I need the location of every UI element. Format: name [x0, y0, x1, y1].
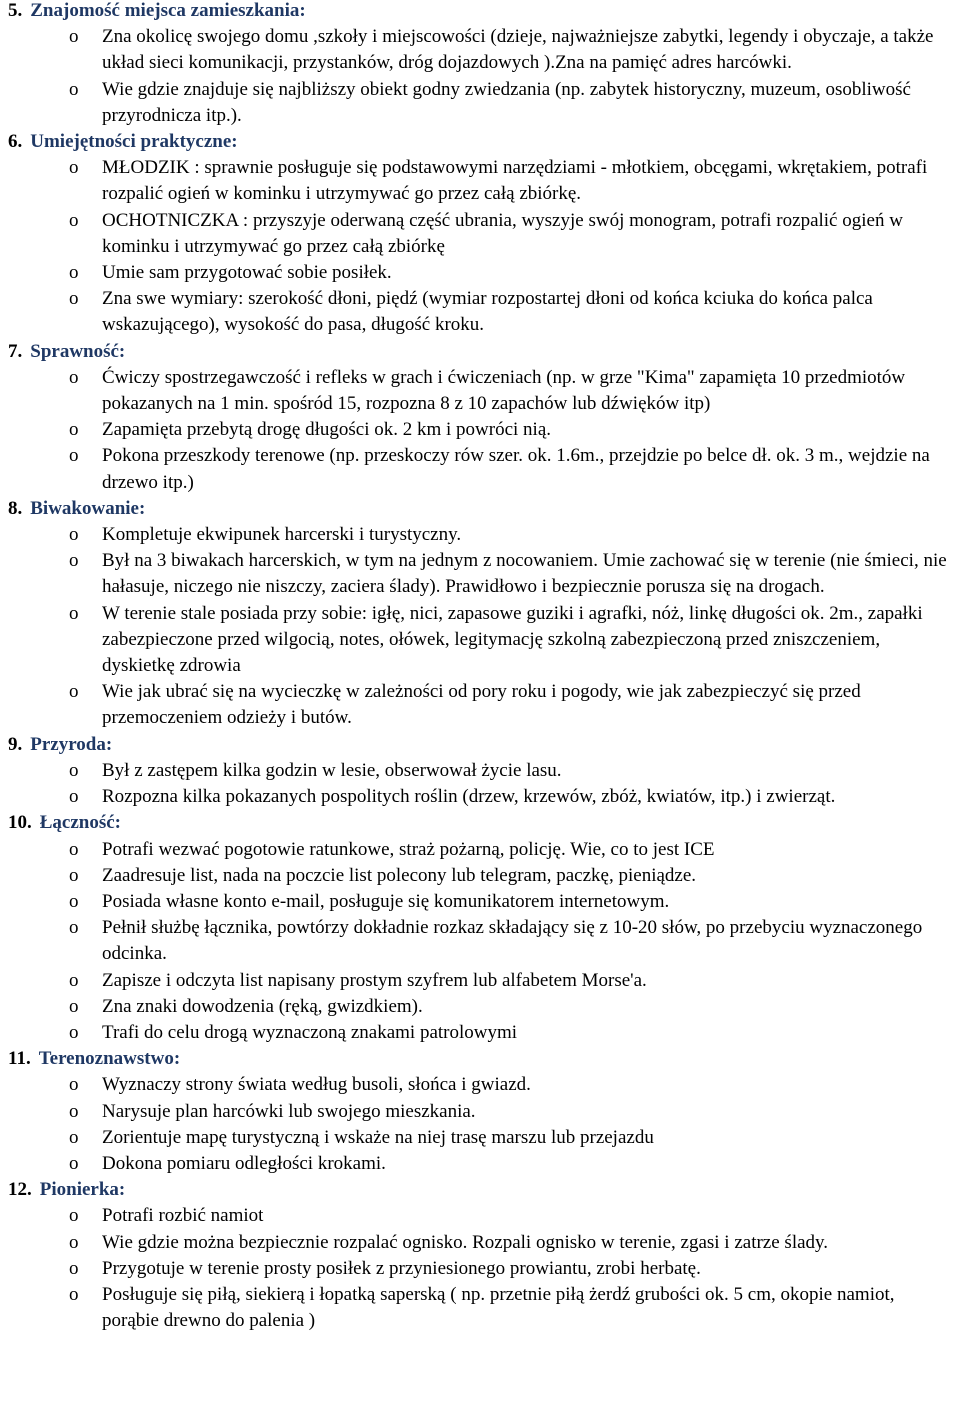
circle-bullet-icon: o	[69, 445, 79, 467]
list-item-text: Posługuje się piłą, siekierą i łopatką saperską ( np. przetnie piłą żerdź grubości ok. 5 cm, okopie namiot, porąbie drewno do palenia )	[102, 1283, 895, 1332]
circle-bullet-icon: o	[69, 524, 79, 546]
list-item-text: OCHOTNICZKA : przyszyje oderwaną część ubrania, wyszyje swój monogram, potrafi rozpalić ogień w kominku i utrzymywać go przez całą zbiórkę	[102, 209, 903, 257]
list-item	[8, 994, 954, 1020]
section-list	[8, 24, 954, 129]
list-item-text: Trafi do celu drogą wyznaczoną znakami patrolowymi	[102, 1021, 518, 1043]
list-item-text: Kompletuje ekwipunek harcerski i turystyczny.	[102, 524, 462, 546]
list-item-text: Wie gdzie znajduje się najbliższy obiekt godny zwiedzania (np. zabytek historyczny, muzeum, osobliwość przyrodnicza itp.).	[102, 78, 911, 126]
section-number: 12.	[8, 1179, 32, 1201]
list-item	[8, 365, 954, 417]
circle-bullet-icon: o	[69, 419, 79, 441]
list-item-text: Narysuje plan harcówki lub swojego mieszkania.	[102, 1100, 476, 1122]
section-5	[8, 732, 954, 811]
list-item	[8, 417, 954, 443]
section-number: 5.	[8, 0, 23, 21]
list-item-text: Posiada własne konto e-mail, posługuje się komunikatorem internetowym.	[102, 890, 670, 912]
list-item	[8, 24, 954, 76]
list-item-text: Pełnił służbę łącznika, powtórzy dokładnie rozkaz składający się z 10-20 słów, po przebyciu wyznaczonego odcinka.	[102, 917, 923, 965]
list-item	[8, 837, 954, 863]
list-item-text: Potrafi wezwać pogotowie ratunkowe, straż pożarną, policję. Wie, co to jest ICE	[102, 838, 715, 860]
circle-bullet-icon: o	[69, 864, 79, 886]
list-item	[8, 1230, 954, 1256]
list-item-text: Był z zastępem kilka godzin w lesie, obserwował życie lasu.	[102, 759, 562, 781]
section-list	[8, 837, 954, 1047]
section-8	[8, 1177, 954, 1334]
section-3	[8, 339, 954, 496]
circle-bullet-icon: o	[69, 262, 79, 284]
circle-bullet-icon: o	[69, 969, 79, 991]
list-item-text: Potrafi rozbić namiot	[102, 1205, 264, 1227]
section-2	[8, 129, 954, 339]
list-item	[8, 1125, 954, 1151]
list-item	[8, 548, 954, 600]
section-number: 7.	[8, 340, 23, 362]
list-item-text: Zna znaki dowodzenia (ręką, gwizdkiem).	[102, 995, 423, 1017]
section-heading	[8, 0, 954, 24]
list-item	[8, 889, 954, 915]
list-item	[8, 77, 954, 129]
circle-bullet-icon: o	[69, 995, 79, 1017]
list-item	[8, 601, 954, 680]
list-item	[8, 208, 954, 260]
list-item	[8, 1203, 954, 1229]
list-item	[8, 968, 954, 994]
section-title: Biwakowanie:	[30, 497, 146, 519]
list-item-text: Rozpozna kilka pokazanych pospolitych roślin (drzew, krzewów, zbóż, kwiatów, itp.) i zwierząt.	[102, 786, 836, 808]
section-title: Umiejętności praktyczne:	[30, 131, 238, 153]
section-list	[8, 522, 954, 732]
list-item	[8, 522, 954, 548]
list-item-text: Wyznaczy strony świata według busoli, słońca i gwiazd.	[102, 1074, 531, 1096]
list-item	[8, 155, 954, 207]
list-item	[8, 784, 954, 810]
section-title: Terenoznawstwo:	[38, 1048, 181, 1070]
circle-bullet-icon: o	[69, 890, 79, 912]
section-title: Sprawność:	[30, 340, 126, 362]
circle-bullet-icon: o	[69, 157, 79, 179]
section-title: Znajomość miejsca zamieszkania:	[30, 0, 306, 21]
section-heading	[8, 129, 954, 155]
list-item	[8, 1072, 954, 1098]
list-item-text: Przygotuje w terenie prosty posiłek z przyniesionego prowiantu, zrobi herbatę.	[102, 1257, 701, 1279]
circle-bullet-icon: o	[69, 1152, 79, 1174]
list-item-text: Zapisze i odczyta list napisany prostym szyfrem lub alfabetem Morse'a.	[102, 969, 647, 991]
section-number: 8.	[8, 497, 23, 519]
circle-bullet-icon: o	[69, 1021, 79, 1043]
section-heading	[8, 496, 954, 522]
section-heading	[8, 1046, 954, 1072]
list-item	[8, 1151, 954, 1177]
circle-bullet-icon: o	[69, 602, 79, 624]
section-number: 10.	[8, 812, 32, 834]
list-item-text: Zna swe wymiary: szerokość dłoni, piędź (wymiar rozpostartej dłoni od końca kciuka do końca palca wskazującego), wysokość do pasa, długość kroku.	[102, 288, 873, 336]
circle-bullet-icon: o	[69, 209, 79, 231]
section-list	[8, 155, 954, 338]
circle-bullet-icon: o	[69, 1126, 79, 1148]
list-item	[8, 863, 954, 889]
circle-bullet-icon: o	[69, 786, 79, 808]
list-item-text: Ćwiczy spostrzegawczość i refleks w grach i ćwiczeniach (np. w grze "Kima" zapamięta 10 przedmiotów pokazanych na 1 min. spośród 15, rozpozna 8 z 10 zapachów lub dźwięków itp)	[102, 366, 906, 415]
list-item-text: Zapamięta przebytą drogę długości ok. 2 km i powróci nią.	[102, 419, 552, 441]
list-item-text: W terenie stale posiada przy sobie: igłę, nici, zapasowe guziki i agrafki, nóż, linkę długości ok. 2m., zapałki zabezpieczone przed wilgocią, notes, ołówek, legitymację szkolną zabezpieczoną przed zniszczeniem, dyskietkę zdrowia	[102, 602, 923, 677]
circle-bullet-icon: o	[69, 550, 79, 572]
list-item-text: Zaadresuje list, nada na poczcie list polecony lub telegram, paczkę, pieniądze.	[102, 864, 697, 886]
section-6	[8, 810, 954, 1046]
list-item-text: Wie gdzie można bezpiecznie rozpalać ognisko. Rozpali ognisko w terenie, zgasi i zatrze ślady.	[102, 1231, 829, 1253]
circle-bullet-icon: o	[69, 1231, 79, 1253]
list-item	[8, 1282, 954, 1334]
section-heading	[8, 1177, 954, 1203]
list-item	[8, 679, 954, 731]
circle-bullet-icon: o	[69, 681, 79, 703]
circle-bullet-icon: o	[69, 838, 79, 860]
circle-bullet-icon: o	[69, 759, 79, 781]
circle-bullet-icon: o	[69, 288, 79, 310]
section-list	[8, 1203, 954, 1334]
section-number: 9.	[8, 733, 23, 755]
list-item	[8, 1020, 954, 1046]
list-item-text: Wie jak ubrać się na wycieczkę w zależności od pory roku i pogody, wie jak zabezpieczyć się przed przemoczeniem odzieży i butów.	[102, 681, 861, 729]
list-item	[8, 260, 954, 286]
list-item	[8, 443, 954, 495]
list-item-text: Zna okolicę swojego domu ,szkoły i miejscowości (dzieje, najważniejsze zabytki, legendy i obyczaje, a także układ sieci komunikacji, przystanków, dróg dojazdowych ).Zna na pamięć adres harcówki.	[102, 26, 934, 74]
section-list	[8, 758, 954, 810]
list-item-text: MŁODZIK : sprawnie posługuje się podstawowymi narzędziami - młotkiem, obcęgami, wkrętakiem, potrafi rozpalić ogień w kominku i utrzymywać go przez całą zbiórkę.	[102, 157, 928, 205]
circle-bullet-icon: o	[69, 1100, 79, 1122]
circle-bullet-icon: o	[69, 1074, 79, 1096]
circle-bullet-icon: o	[69, 917, 79, 939]
section-title: Łączność:	[39, 812, 122, 834]
circle-bullet-icon: o	[69, 1205, 79, 1227]
section-heading	[8, 339, 954, 365]
section-title: Przyroda:	[30, 733, 113, 755]
section-list	[8, 365, 954, 496]
list-item	[8, 758, 954, 784]
section-7	[8, 1046, 954, 1177]
list-item	[8, 286, 954, 338]
list-item	[8, 1099, 954, 1125]
section-number: 11.	[8, 1048, 31, 1070]
circle-bullet-icon: o	[69, 1257, 79, 1279]
list-item	[8, 915, 954, 967]
list-item-text: Umie sam przygotować sobie posiłek.	[102, 262, 392, 284]
circle-bullet-icon: o	[69, 366, 79, 388]
section-heading	[8, 810, 954, 836]
circle-bullet-icon: o	[69, 26, 79, 48]
circle-bullet-icon: o	[69, 78, 79, 100]
circle-bullet-icon: o	[69, 1283, 79, 1305]
list-item-text: Zorientuje mapę turystyczną i wskaże na niej trasę marszu lub przejazdu	[102, 1126, 654, 1148]
section-number: 6.	[8, 131, 23, 153]
list-item-text: Dokona pomiaru odległości krokami.	[102, 1152, 386, 1174]
section-heading	[8, 732, 954, 758]
section-4	[8, 496, 954, 732]
section-title: Pionierka:	[39, 1179, 126, 1201]
section-1	[8, 0, 954, 129]
list-item	[8, 1256, 954, 1282]
list-item-text: Był na 3 biwakach harcerskich, w tym na jednym z nocowaniem. Umie zachować się w terenie (nie śmieci, nie hałasuje, niczego nie niszczy, zaciera ślady). Prawidłowo i bezpiecznie porusza się na drogach.	[102, 550, 947, 598]
list-item-text: Pokona przeszkody terenowe (np. przeskoczy rów szer. ok. 1.6m., przejdzie po belce dł. ok. 3 m., wejdzie na drzewo itp.)	[102, 445, 930, 493]
section-list	[8, 1072, 954, 1177]
